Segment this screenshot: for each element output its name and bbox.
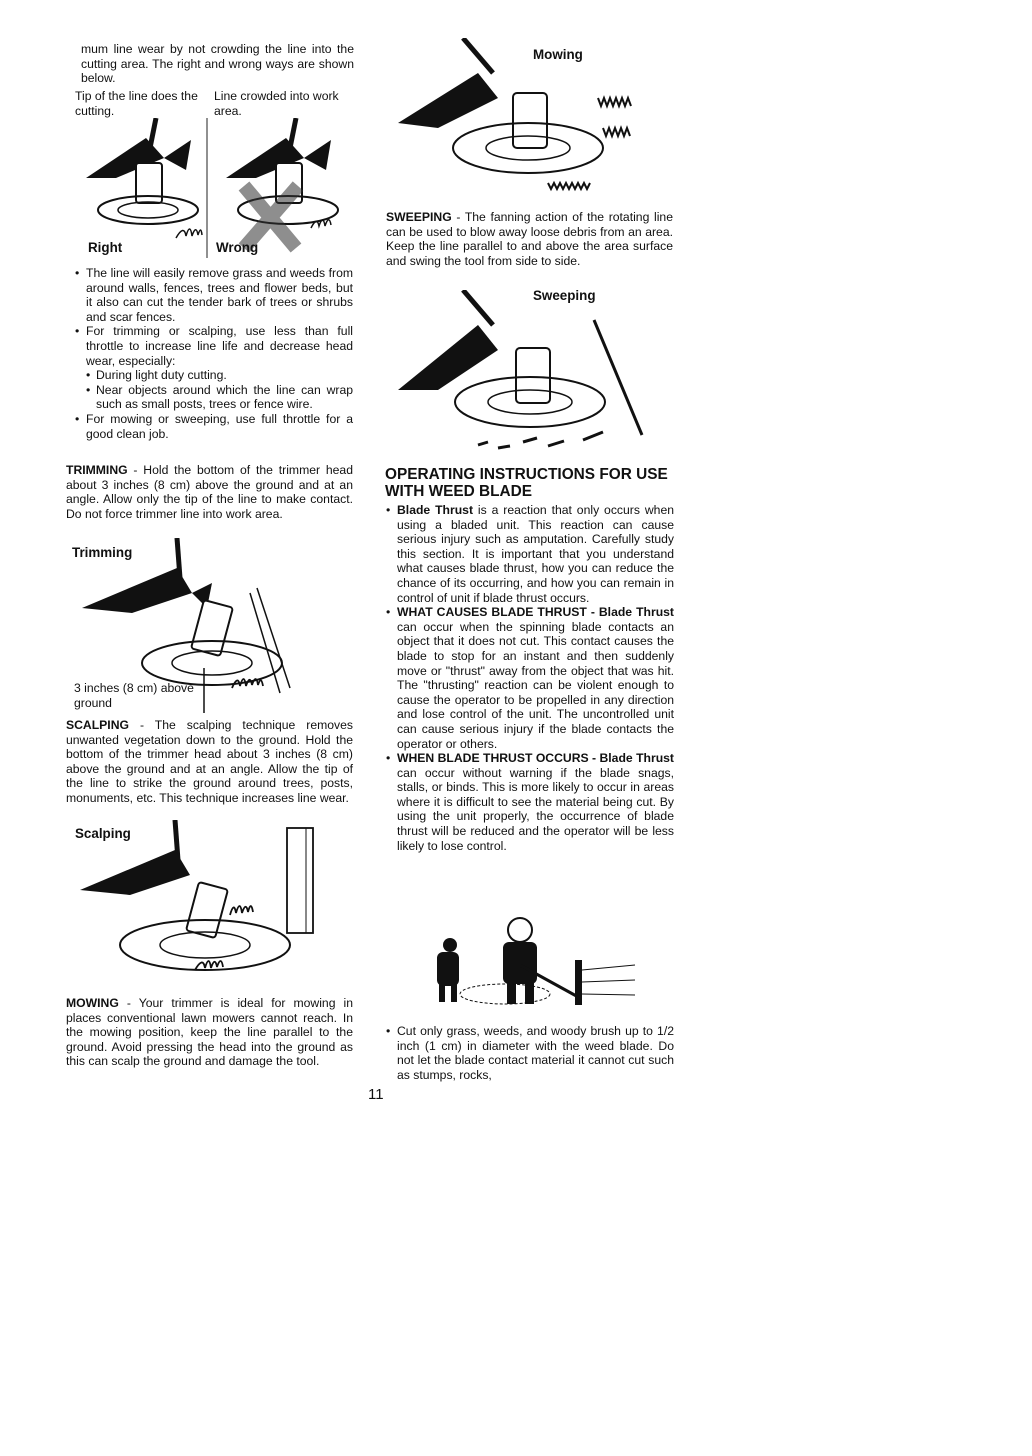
bullet-2-text: For trimming or scalping, use less than full throttle to increase line life and decrease head wear, especially: xyxy=(86,324,353,368)
cut-only-bullet: • Cut only grass, weeds, and woody brush up to 1/2 inch (1 cm) in diameter with the weed blade. Do not let the blade contact material it cannot cut such as stumps, rocks, xyxy=(386,1024,674,1082)
mowing-term: MOWING xyxy=(66,996,119,1010)
mowing-text: - Your trimmer is ideal for mowing in places conventional lawn mowers cannot reach. In the mowing position, keep the line parallel to the ground. Avoid pressing the head into the ground as this can scalp the ground and damage the tool. xyxy=(66,996,353,1069)
operator-illustration xyxy=(425,910,640,1010)
intro-text: mum line wear by not crowding the line into the cutting area. The right and wrong ways are shown below. xyxy=(81,42,354,86)
scalping-paragraph xyxy=(66,718,353,806)
what-causes-bullet xyxy=(386,605,674,751)
wrong-trimmer-drawing xyxy=(226,118,338,248)
section-heading: OPERATING INSTRUCTIONS FOR USE WITH WEED BLADE xyxy=(385,466,668,500)
sweeping-term: SWEEPING xyxy=(386,210,452,224)
scalping-caption: Scalping xyxy=(75,826,131,841)
blade-thrust-bullet xyxy=(386,503,674,605)
sweeping-illustration xyxy=(398,290,658,460)
sub-bullet-1: • During light duty cutting. xyxy=(86,368,353,383)
blade-thrust-term: Blade Thrust xyxy=(397,503,474,517)
right-caption: Right xyxy=(88,240,123,255)
when-occurs-term: WHEN BLADE THRUST OCCURS - Blade Thrust xyxy=(397,751,674,766)
what-causes-text: can occur when the spinning blade contacts an object that it does not cut. This contact causes the blade to stop for an instant and then suddenly move or "thrust" away from the object that was hit. The "thrusting" reaction can be violent enough to cause the operator to be propelled in any direction and lose control of the unit. The uncontrolled unit can cause serious injury if the blade contacts the operator or others. xyxy=(397,619,674,751)
mowing-paragraph xyxy=(66,996,353,1069)
sweeping-text: - The fanning action of the rotating line can be used to blow away loose debris from an area. Keep the line parallel to and above the area surface and swing the tool from side to side. xyxy=(386,210,673,268)
when-occurs-bullet xyxy=(386,751,674,853)
scalping-illustration xyxy=(80,820,350,985)
cut-only-list xyxy=(386,1024,674,1082)
sweeping-caption: Sweeping xyxy=(533,288,596,303)
wrong-caption: Wrong xyxy=(216,240,259,255)
weed-blade-list xyxy=(386,503,674,853)
mowing-illustration xyxy=(398,38,668,198)
sweeping-paragraph xyxy=(386,210,673,268)
trimming-note: 3 inches (8 cm) above ground xyxy=(74,681,194,710)
bullet-2 xyxy=(75,324,353,412)
what-causes-term: WHAT CAUSES BLADE THRUST - Blade Thrust xyxy=(397,605,674,620)
intro-paragraph xyxy=(81,42,354,86)
page-number: 11 xyxy=(368,1086,384,1103)
trimming-text: - Hold the bottom of the trimmer head about 3 inches (8 cm) above the ground and at an angle. Allow only the tip of the line to make contact. Do not force trimmer line into work area. xyxy=(66,463,353,521)
scalping-term: SCALPING xyxy=(66,718,129,732)
tip-label: Tip of the line does the cutting. xyxy=(75,89,198,118)
sub-bullet-2: • Near objects around which the line can wrap such as small posts, trees or fence wire. xyxy=(86,383,353,412)
line-use-list xyxy=(75,266,353,441)
right-wrong-illustration xyxy=(76,118,346,258)
bullet-3: • For mowing or sweeping, use full throttle for a good clean job. xyxy=(75,412,353,441)
trimming-paragraph xyxy=(66,463,353,521)
bullet-1: • The line will easily remove grass and weeds from around walls, fences, trees and flower beds, but it also can cut the tender bark of trees or shrubs and scar fences. xyxy=(75,266,353,324)
mowing-caption: Mowing xyxy=(533,47,583,62)
right-trimmer-drawing xyxy=(86,118,202,238)
crowded-label: Line crowded into work area. xyxy=(214,89,339,118)
trimming-caption: Trimming xyxy=(72,545,133,560)
trimming-term: TRIMMING xyxy=(66,463,128,477)
scalping-text: - The scalping technique removes unwanted vegetation down to the ground. Hold the bottom of the trimmer head about 3 inches (8 cm) above the ground and at an angle. Allow the tip of the line to strike the ground around trees, posts, monuments, etc. This technique increases line wear. xyxy=(66,718,353,805)
blade-thrust-text: is a reaction that only occurs when using a bladed unit. This reaction can cause serious injury such as amputation. Carefully study this section. It is important that you understand what causes blade thrust, how you can reduce the chance of its occurring, and how you can remain in control of unit if blade thrust occurs. xyxy=(397,503,674,605)
when-occurs-text: can occur without warning if the blade snags, stalls, or binds. This is more likely to occur in areas where it is difficult to see the material being cut. By using the unit properly, the occurrence of blade thrust will be reduced and the operator will be less likely to lose control. xyxy=(397,765,674,853)
